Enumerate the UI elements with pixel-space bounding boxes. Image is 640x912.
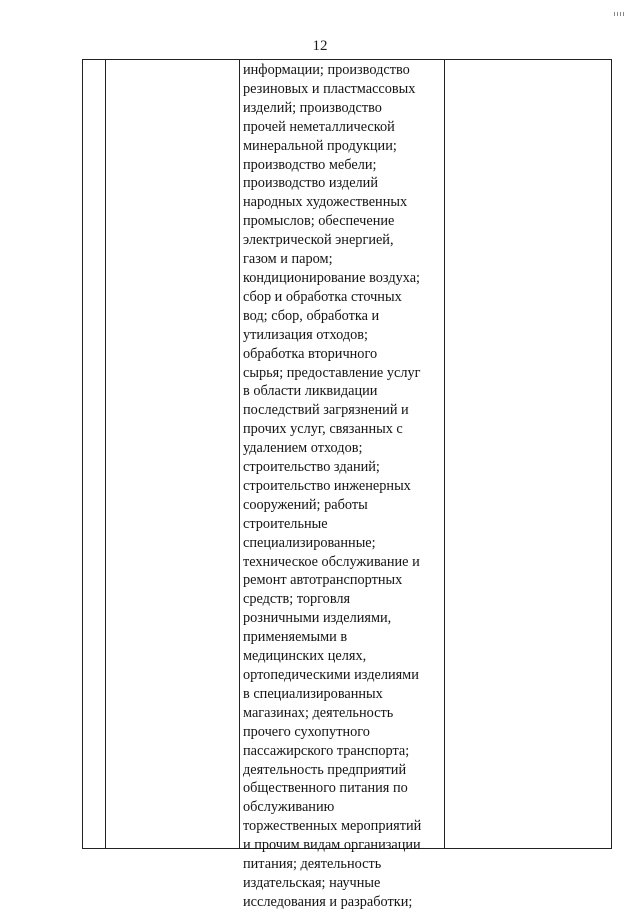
activity-text-line: кондиционирование воздуха;	[243, 269, 421, 286]
activity-text-line: издательская; научные	[243, 874, 381, 891]
activity-text-line: деятельность предприятий	[243, 761, 407, 778]
activity-text-line: сооружений; работы	[243, 496, 368, 513]
activity-text-line: ортопедическими изделиями	[243, 667, 419, 683]
activity-text-line: удалением отходов;	[243, 440, 363, 457]
activity-text-line: исследования и разработки;	[243, 893, 413, 910]
activity-text-line: в области ликвидации	[243, 383, 378, 400]
activity-text-line: специализированные;	[243, 534, 376, 551]
activity-text-line: строительство зданий;	[243, 459, 380, 476]
activity-text-line: резиновых и пластмассовых	[243, 80, 416, 97]
activity-text-line: производство изделий	[243, 175, 378, 192]
cell-notes-column	[445, 60, 611, 848]
activity-text-line: изделий; производство	[243, 99, 382, 116]
activity-text-line: сырья; предоставление услуг	[243, 364, 421, 381]
document-table	[82, 59, 612, 910]
activity-text-line: прочих услуг, связанных с	[243, 421, 403, 438]
activity-text-line: пассажирского транспорта;	[243, 742, 410, 759]
activity-text-line: применяемыми в	[243, 629, 348, 646]
activity-text-line: прочей неметаллической	[243, 118, 395, 135]
cell-name-column	[106, 60, 239, 848]
activity-text-line: информации; производство	[243, 62, 410, 78]
activity-text-line: утилизация отходов;	[243, 326, 368, 343]
activity-text-line: общественного питания по	[243, 780, 408, 797]
activity-text-line: электрической энергией,	[243, 232, 394, 249]
activity-text-line: медицинских целях,	[243, 648, 367, 665]
activity-text-line: в специализированных	[243, 685, 383, 702]
activity-text-line: производство мебели;	[243, 156, 377, 173]
table-right-border	[611, 59, 612, 849]
activity-text-line: обработка вторичного	[243, 345, 378, 362]
activity-text-line: обслуживанию	[243, 799, 335, 816]
column-divider-2	[239, 59, 240, 849]
activity-types-cell	[243, 61, 443, 912]
activity-text-line: техническое обслуживание и	[243, 553, 420, 570]
activity-text-line: строительство инженерных	[243, 477, 411, 494]
activity-text-line: прочего сухопутного	[243, 723, 370, 740]
activity-text-line: последствий загрязнений и	[243, 402, 409, 419]
activity-text-line: ремонт автотранспортных	[243, 572, 403, 589]
activity-text-line: газом и паром;	[243, 251, 333, 268]
activity-text-line: вод; сбор, обработка и	[243, 307, 380, 324]
cell-number-column	[83, 60, 105, 848]
activity-text-line: средств; торговля	[243, 591, 351, 608]
activity-text-line: и прочим видам организации	[243, 837, 421, 854]
activity-text-line: промыслов; обеспечение	[243, 213, 395, 230]
activity-text-line: минеральной продукции;	[243, 137, 397, 154]
activity-text-line: магазинах; деятельность	[243, 704, 394, 721]
activity-text-line: торжественных мероприятий	[243, 818, 422, 835]
scan-artifact-mark	[614, 12, 626, 16]
activity-text-line: народных художественных	[243, 194, 408, 211]
activity-text-line: сбор и обработка сточных	[243, 288, 402, 305]
activity-text-line: питания; деятельность	[243, 856, 382, 873]
activity-text-line: строительные	[243, 515, 328, 532]
activity-text-line: розничными изделиями,	[243, 610, 392, 627]
page-number: 12	[312, 38, 328, 54]
